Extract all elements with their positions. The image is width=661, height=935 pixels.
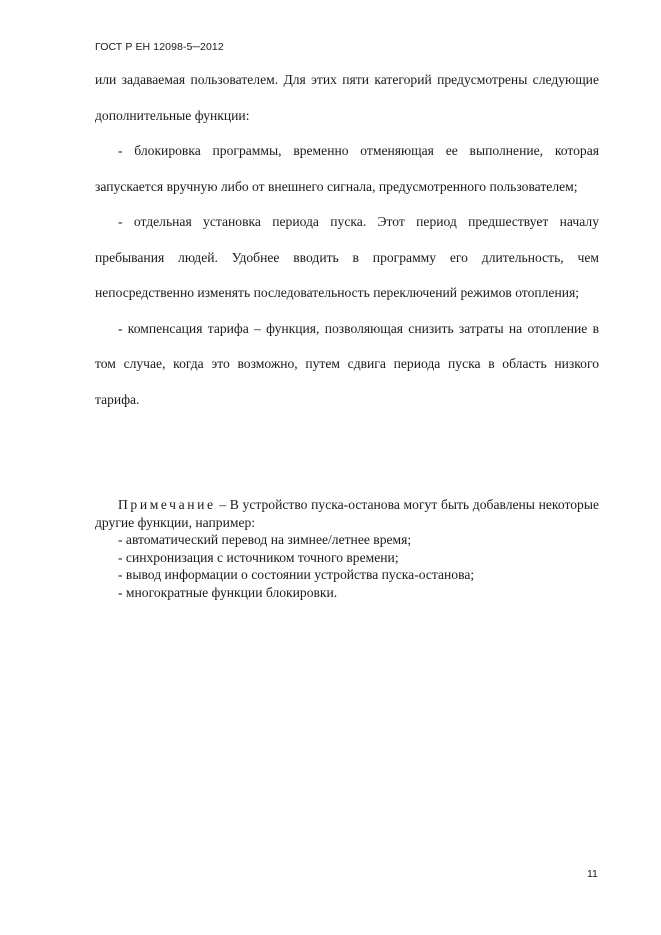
paragraph-start-period: - отдельная установка периода пуска. Этот период предшествует началу пребывания людей. Удобнее вводить в программу его длительность, чем непосредственно изменять последовательность переключений режимов отопления; bbox=[95, 214, 599, 300]
note-item: - вывод информации о состоянии устройства пуска-останова; bbox=[118, 567, 475, 582]
note-block bbox=[95, 496, 599, 601]
note-item: - автоматический перевод на зимнее/летнее время; bbox=[118, 532, 412, 547]
note-item: - многократные функции блокировки. bbox=[118, 584, 338, 600]
body-text bbox=[95, 62, 599, 417]
note-label: Примечание bbox=[118, 497, 216, 512]
page-number: 11 bbox=[587, 868, 598, 880]
paragraph-intro: или задаваемая пользователем. Для этих пяти категорий предусмотрены следующие дополнительные функции: bbox=[95, 72, 599, 123]
note-text: – В устройство пуска-останова могут быть добавлены некоторые другие функции, например: bbox=[95, 497, 599, 530]
note-intro bbox=[95, 496, 599, 531]
paragraph-program-lock: - блокировка программы, временно отменяющая ее выполнение, которая запускается вручную либо от внешнего сигнала, предусмотренного пользователем; bbox=[95, 143, 599, 194]
note-item: - синхронизация с источником точного времени; bbox=[118, 549, 399, 565]
paragraph-tariff-compensation: - компенсация тарифа – функция, позволяющая снизить затраты на отопление в том случае, когда это возможно, путем сдвига периода пуска в область низкого тарифа. bbox=[95, 320, 599, 407]
document-code-header: ГОСТ Р ЕН 12098-5─2012 bbox=[95, 41, 224, 53]
